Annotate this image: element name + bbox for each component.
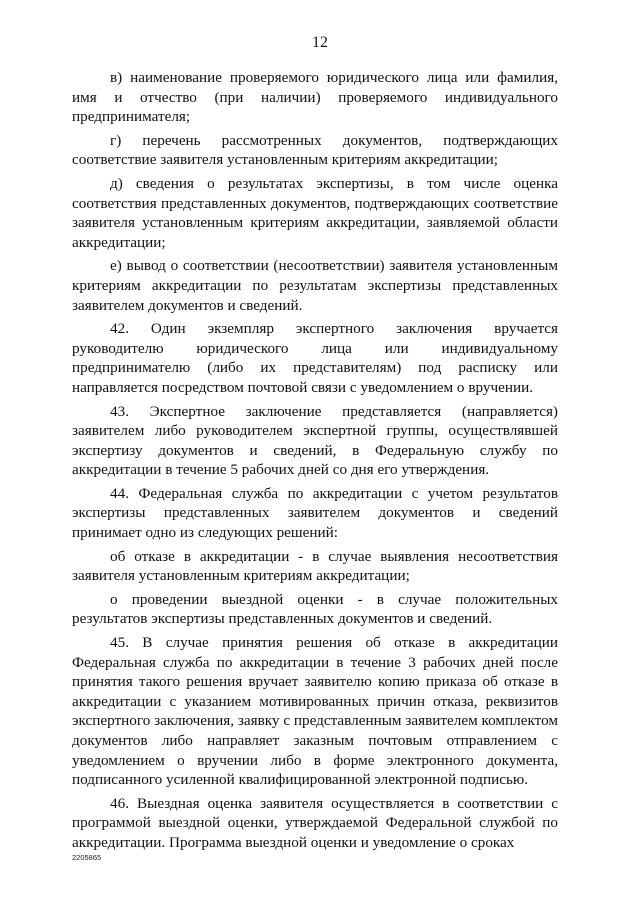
paragraph-44-option-onsite: о проведении выездной оценки - в случае положительных результатов экспертизы представленных документов и сведений.	[72, 590, 558, 628]
paragraph-42: 42. Один экземпляр экспертного заключения вручается руководителю юридического лица или индивидуальному предпринимателю (либо их представителям) под расписку или направляется посредством почтовой связи с уведомлением о вручении.	[72, 320, 558, 396]
paragraph-item-v: в) наименование проверяемого юридического лица или фамилия, имя и отчество (при наличии) проверяемого индивидуального предпринимателя;	[72, 69, 558, 126]
paragraph-44: 44. Федеральная служба по аккредитации с учетом результатов экспертизы представленных заявителем документов и сведений принимает одно из следующих решений:	[72, 484, 558, 542]
document-body	[72, 68, 558, 857]
paragraph-43: 43. Экспертное заключение представляется (направляется) заявителем либо руководителем экспертной группы, осуществлявшей экспертизу документов и сведений, в Федеральную службу по аккредитации в течение 5 рабочих дней со дня его утверждения.	[72, 402, 558, 479]
paragraph-46: 46. Выездная оценка заявителя осуществляется в соответствии с программой выездной оценки, утверждаемой Федеральной службой по аккредитации. Программа выездной оценки и уведомление о сроках	[72, 794, 558, 851]
paragraph-44-option-refusal: об отказе в аккредитации - в случае выявления несоответствия заявителя установленным критериям аккредитации;	[72, 547, 558, 585]
paragraph-item-d: д) сведения о результатах экспертизы, в том числе оценка соответствия представленных документов, подтверждающих соответствие заявителя установленным критериям аккредитации, заявляемой области аккредитации;	[72, 174, 558, 251]
footer-code: 2205865	[72, 853, 102, 862]
paragraph-45: 45. В случае принятия решения об отказе в аккредитации Федеральная служба по аккредитации в течение 3 рабочих дней после принятия такого решения вручает заявителю копию приказа об отказе в аккредитации с указанием мотивированных причин отказа, реквизитов экспертного заключения, заявку с представленным заявителем комплектом документов либо направляет заказным почтовым отправлением с уведомлением о вручении либо в форме электронного документа, подписанного усиленной квалифицированной электронной подписью.	[72, 634, 558, 789]
paragraph-item-e: е) вывод о соответствии (несоответствии) заявителя установленным критериям аккредитации по результатам экспертизы представленных заявителем документов и сведений.	[72, 257, 558, 314]
page-number: 12	[312, 34, 328, 51]
paragraph-item-g: г) перечень рассмотренных документов, подтверждающих соответствие заявителя установленным критериям аккредитации;	[72, 131, 558, 169]
